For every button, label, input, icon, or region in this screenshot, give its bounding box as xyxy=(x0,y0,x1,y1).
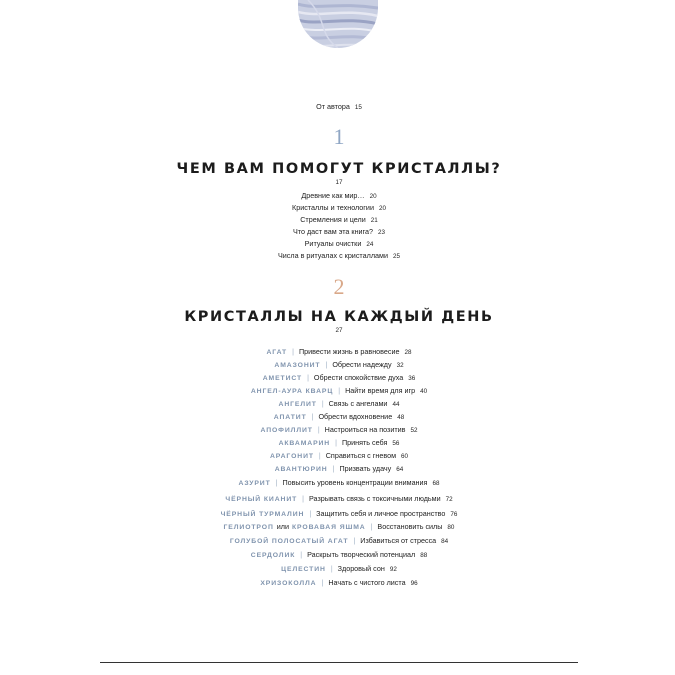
toc-entry-page: 64 xyxy=(396,466,404,473)
toc-entry-page: 88 xyxy=(420,552,428,559)
crystal-name: АЗУРИТ xyxy=(238,480,271,487)
toc-entry[interactable] xyxy=(100,399,578,409)
toc-entry-title: Древние как мир… xyxy=(301,191,365,200)
separator: | xyxy=(318,453,321,460)
toc-entry-goal: Связь с ангелами xyxy=(328,399,388,408)
toc-entry[interactable] xyxy=(100,251,578,261)
toc-entry-title: От автора xyxy=(316,102,350,111)
crystal-name: АМЕТИСТ xyxy=(262,375,303,382)
toc-entry-page: 68 xyxy=(432,480,440,487)
toc-entry-page: 20 xyxy=(378,205,386,212)
toc-entry[interactable] xyxy=(100,360,578,370)
toc-entry-page: 15 xyxy=(354,104,362,111)
crystal-name: АРАГОНИТ xyxy=(269,453,314,460)
crystal-name: ЧЁРНЫЙ ТУРМАЛИН xyxy=(220,511,305,518)
toc-entry[interactable] xyxy=(100,373,578,383)
toc-entry-title: Стремления и цели xyxy=(300,215,366,224)
separator: | xyxy=(321,580,324,587)
separator: | xyxy=(332,466,335,473)
crystal-name: АМАЗОНИТ xyxy=(274,362,321,369)
toc-entry-page: 23 xyxy=(378,229,386,236)
crystal-name: АПОФИЛЛИТ xyxy=(260,427,313,434)
separator: | xyxy=(309,511,312,518)
toc-entry[interactable] xyxy=(100,215,578,225)
toc-entry-goal: Раскрыть творческий потенциал xyxy=(307,550,416,559)
toc-entry-page: 32 xyxy=(396,362,404,369)
toc-entry-goal: Повысить уровень концентрации внимания xyxy=(282,478,428,487)
toc-entry-page: 44 xyxy=(392,401,400,408)
toc-entry-page: 76 xyxy=(450,511,458,518)
toc-entry[interactable] xyxy=(100,438,578,448)
toc-entry-goal: Здоровый сон xyxy=(337,564,385,573)
toc-entry[interactable] xyxy=(100,203,578,213)
toc-entry-page: 20 xyxy=(369,193,377,200)
toc-entry-page: 52 xyxy=(410,427,418,434)
crystal-name: АКВАМАРИН xyxy=(278,440,331,447)
toc-entry[interactable] xyxy=(100,239,578,249)
toc-entry-title: Кристаллы и технологии xyxy=(292,203,374,212)
toc-entry[interactable] xyxy=(100,536,578,546)
part-2-page: 27 xyxy=(335,327,343,334)
toc-entry-page: 40 xyxy=(420,388,428,395)
toc-entry[interactable] xyxy=(100,412,578,422)
toc-entry[interactable] xyxy=(100,478,578,488)
separator: | xyxy=(335,440,337,447)
toc-entry-goal: Настроиться на позитив xyxy=(324,425,406,434)
crystal-name: АПАТИТ xyxy=(273,414,307,421)
toc-entry-goal: Найти время для игр xyxy=(345,386,416,395)
toc-entry-goal: Обрести вдохновение xyxy=(318,412,393,421)
toc-entry-goal: Призвать удачу xyxy=(339,464,392,473)
crystal-name: АНГЕЛИТ xyxy=(278,401,317,408)
toc-entry-author[interactable] xyxy=(100,102,578,112)
conjunction: или xyxy=(276,522,289,531)
crystal-name: АГАТ xyxy=(266,349,288,356)
crystal-name: ГЕЛИОТРОП xyxy=(223,524,274,531)
toc-entry[interactable] xyxy=(100,564,578,574)
toc-entry[interactable] xyxy=(100,522,578,532)
toc-entry[interactable] xyxy=(100,464,578,474)
toc-entry-page: 92 xyxy=(389,566,397,573)
toc-entry-page: 24 xyxy=(366,241,374,248)
toc-entry[interactable] xyxy=(100,386,578,396)
toc-entry-title: Ритуалы очистки xyxy=(304,239,362,248)
crystal-name: ГОЛУБОЙ ПОЛОСАТЫЙ АГАТ xyxy=(229,538,349,545)
toc-entry-page: 48 xyxy=(397,414,405,421)
separator: | xyxy=(292,349,294,356)
toc-entry-title: Числа в ритуалах с кристаллами xyxy=(278,251,388,260)
toc-entry-page: 96 xyxy=(410,580,418,587)
crystal-name: ХРИЗОКОЛЛА xyxy=(260,580,317,587)
toc-entry-page: 80 xyxy=(447,524,455,531)
toc-entry[interactable] xyxy=(100,425,578,435)
toc-entry[interactable] xyxy=(100,191,578,201)
toc-entry-goal: Справиться с гневом xyxy=(325,451,397,460)
separator: | xyxy=(302,496,304,503)
part-1-page: 17 xyxy=(335,179,343,186)
separator: | xyxy=(330,566,333,573)
toc-entry-goal: Защитить себя и личное пространство xyxy=(316,509,446,518)
part-2-title[interactable]: КРИСТАЛЛЫ НА КАЖДЫЙ ДЕНЬ xyxy=(184,309,494,325)
separator: | xyxy=(321,401,324,408)
separator: | xyxy=(311,414,314,421)
toc-entry-page: 21 xyxy=(370,217,378,224)
separator: | xyxy=(300,552,303,559)
part-1-title[interactable]: ЧЕМ ВАМ ПОМОГУТ КРИСТАЛЛЫ? xyxy=(176,161,502,177)
page-bottom-rule xyxy=(100,662,578,663)
toc-entry-goal: Привести жизнь в равновесие xyxy=(298,347,400,356)
toc-entry-goal: Обрести спокойствие духа xyxy=(313,373,404,382)
toc-entry[interactable] xyxy=(100,227,578,237)
toc-entry[interactable] xyxy=(100,347,578,357)
toc-entry[interactable] xyxy=(100,494,578,504)
toc-entry-goal: Избавиться от стресса xyxy=(360,536,437,545)
toc-entry-page: 28 xyxy=(404,349,412,356)
toc-entry-page: 25 xyxy=(392,253,400,260)
toc-entry-goal: Восстановить силы xyxy=(377,522,443,531)
toc-entry[interactable] xyxy=(100,550,578,560)
crystal-name: ЧЁРНЫЙ КИАНИТ xyxy=(225,496,298,503)
toc-entry-page: 60 xyxy=(401,453,409,460)
separator: | xyxy=(317,427,320,434)
separator: | xyxy=(307,375,309,382)
toc-entry-goal: Принять себя xyxy=(341,438,388,447)
crystal-name: АНГЕЛ-АУРА КВАРЦ xyxy=(250,388,334,395)
separator: | xyxy=(275,480,278,487)
toc-entry[interactable] xyxy=(100,578,578,588)
toc-entry-goal: Разрывать связь с токсичными людьми xyxy=(309,494,441,503)
part-2-numeral: 2 xyxy=(333,274,345,299)
separator: | xyxy=(325,362,328,369)
toc-entry-page: 36 xyxy=(408,375,416,382)
toc-entry-title: Что даст вам эта книга? xyxy=(292,227,374,236)
crystal-name: АВАНТЮРИН xyxy=(274,466,328,473)
toc-entry-page: 56 xyxy=(392,440,400,447)
toc-entry-goal: Начать с чистого листа xyxy=(328,578,406,587)
toc-entry-page: 72 xyxy=(445,496,453,503)
separator: | xyxy=(338,388,341,395)
toc-entry-page: 84 xyxy=(441,538,449,545)
crystal-name: СЕРДОЛИК xyxy=(250,552,296,559)
toc-entry[interactable] xyxy=(100,509,578,519)
part-1-numeral: 1 xyxy=(333,124,345,149)
toc-entry[interactable] xyxy=(100,451,578,461)
separator: | xyxy=(370,524,373,531)
crystal-name: ЦЕЛЕСТИН xyxy=(281,566,326,573)
separator: | xyxy=(353,538,356,545)
crystal-name-alt: КРОВАВАЯ ЯШМА xyxy=(291,524,366,531)
toc-entry-goal: Обрести надежду xyxy=(332,360,392,369)
